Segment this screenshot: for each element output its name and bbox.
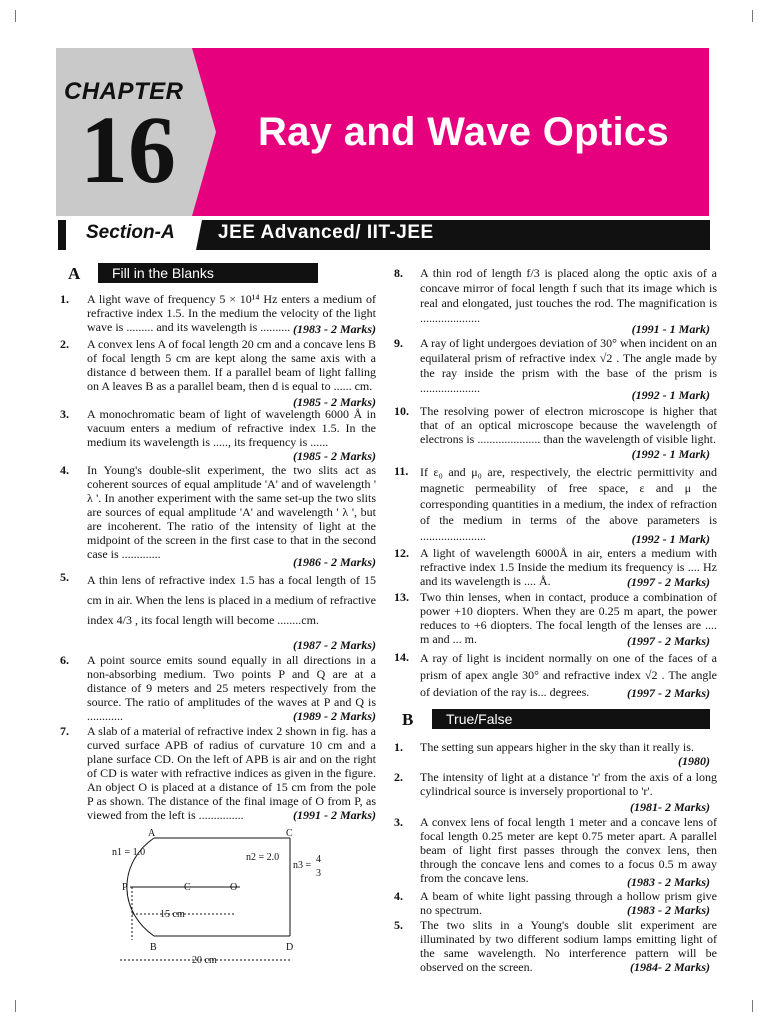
question: 6. A point source emits sound equally in all directions in a non-absorbing medium. Two points P and Q are at a distance of 9 meters and 25 meters respectively from the source. The ratio of amplitudes of the waves at P and Q is ............ (1989 - 2 Marks) [60,653,376,723]
question: 5. A thin lens of refractive index 1.5 has a focal length of 15 cm in air. When the lens is placed in a medium of refractive index 4/3 , its focal length will become ........cm. (1987 - 2 Marks) [60,570,376,652]
subsection-title-a: Fill in the Blanks [112,265,214,281]
question: 12. A light of wavelength 6000Å in air, enters a medium with refractive index 1.5 Inside the medium its frequency is .... Hz and its wavelength is .... Å. (1997 - 2 Marks) [394,546,717,589]
question-marks: (1997 - 2 Marks) [627,634,710,648]
crop-mark [752,10,753,22]
subsection-letter-a: A [68,264,81,283]
subsection-letter-b: B [402,710,414,729]
label-15cm: 15 cm [160,909,185,920]
question: 2. A convex lens A of focal length 20 cm and a concave lens B of focal length 5 cm are kept along the same axis with a distance d between them. If a parallel beam of light falling on A leaves B as a parallel beam, then d is equal to ...... cm. (1985 - 2 Marks) [60,337,376,409]
question: 4. A beam of white light passing through a hollow prism give no spectrum. (1983 - 2 Marks) [394,889,717,917]
question-marks: (1986 - 2 Marks) [293,555,376,569]
question-text: A convex lens of focal length 1 meter and a concave lens of focal length 0.25 meter are kept 0.75 meter apart. A parallel beam of light first passes through the convex lens, then through the concave lens and comes to a focus 0.5 m away from the concave lens. [420,815,717,885]
question-marks: (1983 - 2 Marks) [627,903,710,917]
label-n3-den: 3 [316,868,321,879]
question-marks: (1983 - 2 Marks) [293,322,376,336]
question-text: A light of wavelength 6000Å in air, enters a medium with refractive index 1.5 Inside the medium its frequency is .... Hz and its wavelength is .... Å. [420,546,717,588]
question-text: The setting sun appears higher in the sky than it really is. [420,740,694,754]
question-text: In Young's double-slit experiment, the two slits act as coherent sources of equal amplitude 'A' and of wavelength ' λ '. In another experiment with the same set-up the two slits are sources of equal amplitude 'A' and wavelength ' λ ', but are incoherent. The ratio of the intensity of light at the midpoint of the screen in the first case to that in the second case is ............. [87,463,376,561]
question-marks: (1987 - 2 Marks) [293,638,376,652]
question: 5. The two slits in a Young's double slit experiment are illuminated by two different sodium lamps emitting light of the same wavelength. No interference pattern will be observed on the screen. (1984- 2 Marks) [394,918,717,974]
question-text: Two thin lenses, when in contact, produce a combination of power +10 diopters. When they are 0.25 m apart, the power reduces to +6 diopters. The focal length of the lenses are .... m and ... m. [420,590,717,646]
section-exam: JEE Advanced/ IIT-JEE [218,222,434,243]
question: 14. A ray of light is incident normally on one of the faces of a prism of apex angle 30° and refractive index √2 . The angle of deviation of the ray is... degrees. (1997 - 2 Marks) [394,650,717,700]
question-marks: (1991 - 1 Mark) [631,322,710,336]
question-text: A beam of white light passing through a hollow prism give no spectrum. [420,889,717,917]
label-c: C [286,828,293,839]
question-marks: (1985 - 2 Marks) [293,395,376,409]
question: 2. The intensity of light at a distance 'r' from the axis of a long cylindrical source is inversely proportional to 'r'. (1981- 2 Marks) [394,770,717,814]
chapter-number: 16 [80,96,176,203]
slab-figure [110,828,350,970]
question-marks: (1992 - 1 Mark) [631,447,710,461]
label-n2: n2 = 2.0 [246,852,280,863]
question-text: A ray of light is incident normally on one of the faces of a prism of apex angle 30° and refractive index √2 . The angle of deviation of the ray is... degrees. [420,651,717,699]
question: 8. A thin rod of length f/3 is placed along the optic axis of a concave mirror of focal length f such that its image which is real and elongated, just touches the rod. The magnification is .................... (1991 - 1 Mark) [394,266,717,336]
label-p: P [122,882,128,893]
question: 3. A convex lens of focal length 1 meter and a concave lens of focal length 0.25 meter are kept 0.75 meter apart. A parallel beam of light first passes through the convex lens, then through the concave lens and comes to a focus 0.5 m away from the concave lens. (1983 - 2 Marks) [394,815,717,889]
question-marks: (1984- 2 Marks) [630,960,710,974]
question-marks: (1980) [678,754,710,768]
question-text: The intensity of light at a distance 'r' from the axis of a long cylindrical source is inversely proportional to 'r'. [420,770,717,798]
question-marks: (1981- 2 Marks) [630,800,710,814]
question: 1. A light wave of frequency 5 × 10¹⁴ Hz enters a medium of refractive index 1.5. In the medium the velocity of the light wave is ......... and its wavelength is .......... (1983 - 2 Marks) [60,292,376,336]
question-marks: (1992 - 1 Mark) [631,532,710,546]
question-marks: (1985 - 2 Marks) [293,449,376,463]
question-text: A slab of a material of refractive index 2 shown in fig. has a curved surface APB of radius of curvature 10 cm and a plane surface CD. On the left of APB is air and on the right of CD is water with refractive indices as given in the figure. An object O is placed at a distance of 15 cm from the pole P as shown. The distance of the final image of O from P, as viewed from the left is ............... [87,724,376,822]
question: 7. A slab of a material of refractive index 2 shown in fig. has a curved surface APB of radius of curvature 10 cm and a plane surface CD. On the left of APB is air and on the right of CD is water with refractive indices as given in the figure. An object O is placed at a distance of 15 cm from the pole P as shown. The distance of the final image of O from P, as viewed from the left is ............... (1991 - 2 Marks) [60,724,376,822]
question-text: A ray of light undergoes deviation of 30° when incident on an equilateral prism of refractive index √2 . The angle made by the ray inside the prism with the base of the prism is .................... [420,336,717,395]
label-20cm: 20 cm [192,955,217,966]
question: 10. The resolving power of electron microscope is higher that that of an optical microscope because the wavelength of electrons is ..................... than the wavelength of visible light. (1992 - 1 Mark) [394,404,717,461]
question-marks: (1992 - 1 Mark) [631,388,710,402]
crop-mark [15,1000,16,1012]
crop-mark [752,1000,753,1012]
question-text: The resolving power of electron microscope is higher that that of an optical microscope because the wavelength of electrons is ..................... than the wavelength of visible light. [420,404,717,446]
question: 9. A ray of light undergoes deviation of 30° when incident on an equilateral prism of refractive index √2 . The angle made by the ray inside the prism with the base of the prism is .................... (1992 - 1 Mark) [394,336,717,402]
question-text: The two slits in a Young's double slit experiment are illuminated by two different sodium lamps emitting light of the same wavelength. No interference pattern will be observed on the screen. [420,918,717,974]
label-d: D [286,942,294,953]
question-text: A monochromatic beam of light of wavelength 6000 Å in vacuum enters a medium of refractive index 1.5. In the medium its wavelength is ....., its frequency is ...... [87,407,376,449]
question-marks: (1997 - 2 Marks) [627,686,710,700]
question: 13. Two thin lenses, when in contact, produce a combination of power +10 diopters. When they are 0.25 m apart, the power reduces to +6 diopters. The focal length of the lenses are .... m and ... m. (1997 - 2 Marks) [394,590,717,648]
label-n1: n1 = 1.0 [112,847,146,858]
label-n3: n3 = [293,860,312,871]
question-marks: (1983 - 2 Marks) [627,875,710,889]
subsection-title-b: True/False [446,711,513,727]
question-text: A convex lens A of focal length 20 cm and a concave lens B of focal length 5 cm are kept along the same axis with a distance d between them. If a parallel beam of light falling on A leaves B as a parallel beam, then d is equal to ...... cm. [87,337,376,393]
chapter-label: CHAPTER [64,78,184,105]
label-b: B [150,942,157,953]
label-center: C [184,882,191,893]
question-text: A point source emits sound equally in all directions in a non-absorbing medium. Two points P and Q are at a distance of 9 meters and 25 meters respectively from the source. The ratio of amplitudes of the waves at P and Q is ............ [87,653,376,723]
label-a: A [148,828,156,839]
question-marks: (1991 - 2 Marks) [293,808,376,822]
section-marker [58,220,66,250]
question: 3. A monochromatic beam of light of wavelength 6000 Å in vacuum enters a medium of refractive index 1.5. In the medium its wavelength is ....., its frequency is ...... (1985 - 2 Marks) [60,407,376,463]
question: 11. If ε₀ and μ₀ are, respectively, the electric permittivity and magnetic permeability of free space, ε and μ the corresponding quantities in a medium, the index of refraction of the medium in terms of the above parameters is ...................... (1992 - 1 Mark) [394,464,717,546]
question-text: A thin rod of length f/3 is placed along the optic axis of a concave mirror of focal length f such that its image which is real and elongated, just touches the rod. The magnification is .................... [420,266,717,325]
crop-mark [15,10,16,22]
question-text: A light wave of frequency 5 × 10¹⁴ Hz enters a medium of refractive index 1.5. In the medium the velocity of the light wave is ......... and its wavelength is .......... [87,292,376,334]
question-text: If ε₀ and μ₀ are, respectively, the electric permittivity and magnetic permeability of free space, ε and μ the corresponding quantities in a medium, the index of refraction of the medium in terms of the above parameters is ...................... [420,465,717,543]
question-text: A thin lens of refractive index 1.5 has a focal length of 15 cm in air. When the lens is placed in a medium of refractive index 4/3 , its focal length will become ........cm. [87,573,376,627]
question-marks: (1989 - 2 Marks) [293,709,376,723]
chapter-title: Ray and Wave Optics [258,110,670,154]
question: 1. The setting sun appears higher in the sky than it really is. (1980) [394,740,710,770]
label-o: O [230,882,238,893]
section-label: Section-A [86,222,175,243]
question: 4. In Young's double-slit experiment, the two slits act as coherent sources of equal amplitude 'A' and of wavelength ' λ '. In another experiment with the same set-up the two slits are sources of equal amplitude 'A' and wavelength ' λ ', but are incoherent. The ratio of the intensity of light at the midpoint of the screen in the first case to that in the second case is ............. (1986 - 2 Marks) [60,463,376,569]
label-n3-num: 4 [316,854,321,865]
question-marks: (1997 - 2 Marks) [627,575,710,589]
